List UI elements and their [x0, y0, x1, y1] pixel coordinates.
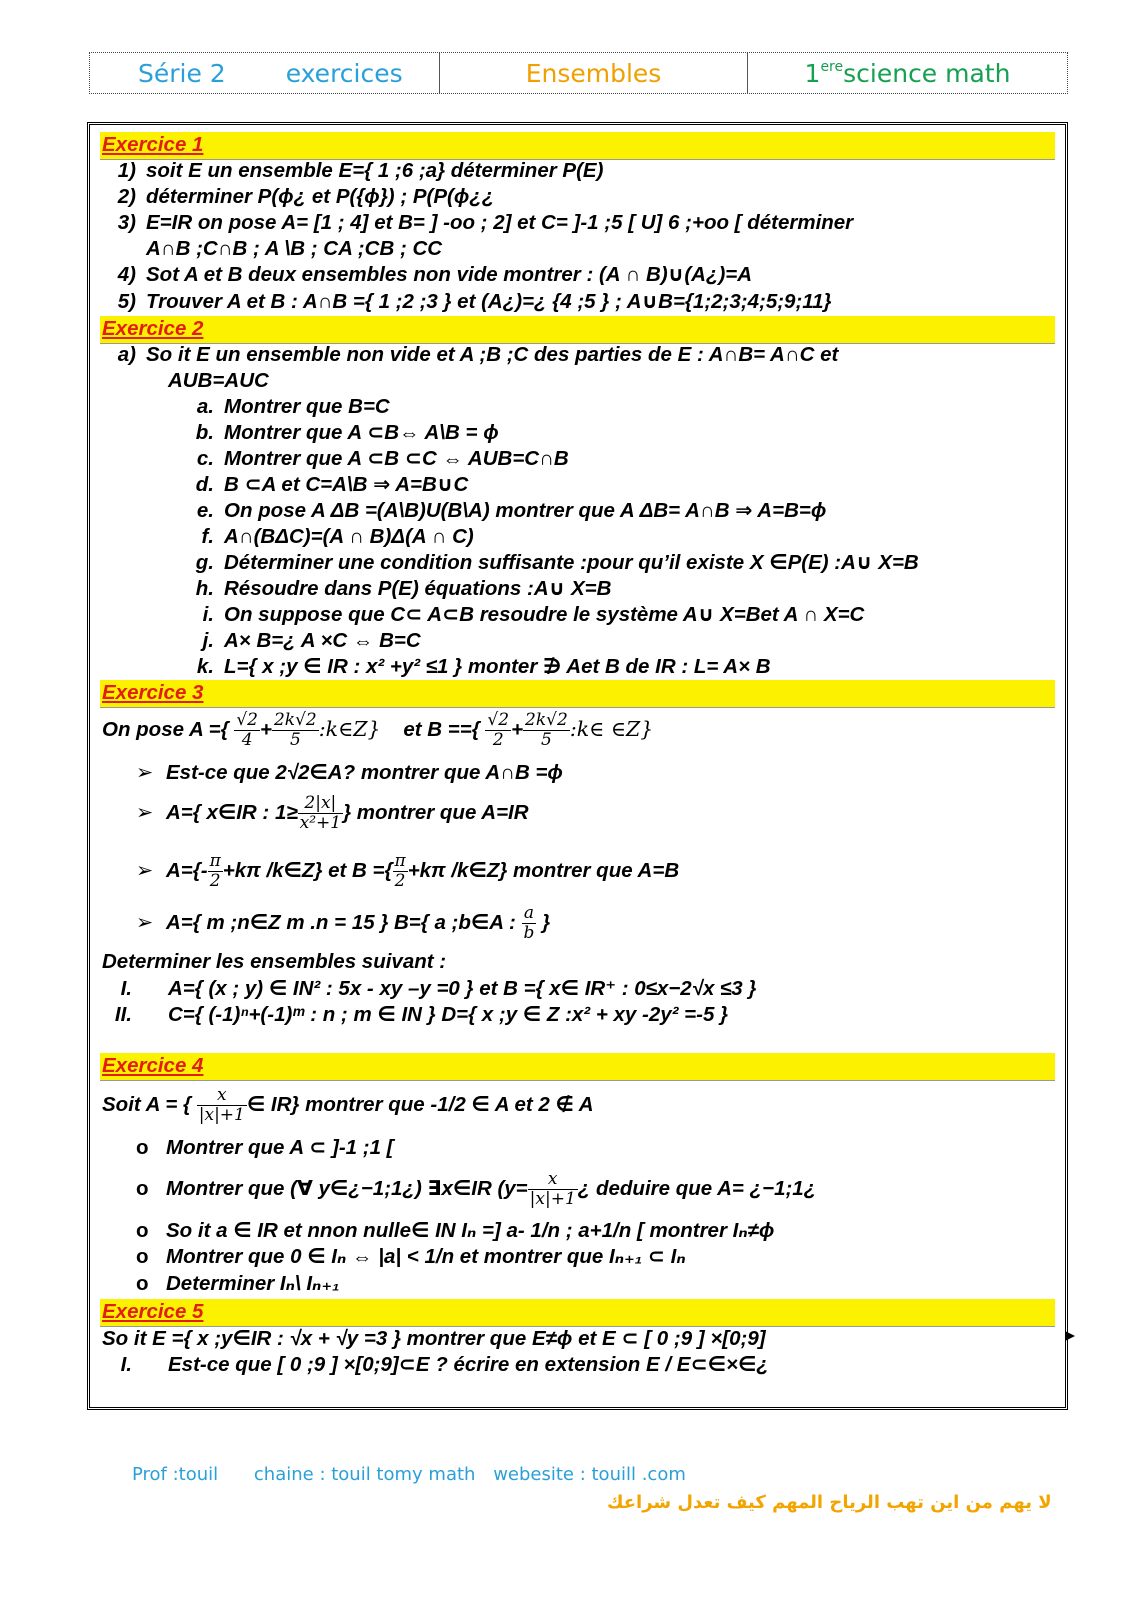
ex2-intro-text1: So it E un ensemble non vide et A ;B ;C des parties de E : A∩B= A∩C et — [146, 343, 839, 366]
ex3-row-1-label: I. — [120, 977, 132, 1000]
ex3-a-frac1-den: 4 — [241, 730, 253, 751]
ex2-label-g: g. — [195, 551, 214, 574]
ex4-bullet-2: o — [136, 1177, 149, 1200]
ex2-text-e: On pose A ΔB =(A\B)U(B\A) montrer que A ΔB= A∩B ⇒ A=B=ϕ — [224, 499, 827, 522]
ex1-num-2: 2) — [117, 185, 136, 208]
header-subject-cell — [440, 53, 748, 93]
ex1-text-3b: A∩B ;C∩B ; A \B ; CA ;CB ; CC — [146, 237, 443, 260]
ex3-et-b: et B =={ — [403, 718, 480, 741]
ex3-a-frac2-num: 2k√2 — [273, 710, 317, 731]
line-arrow-icon — [1065, 1331, 1075, 1341]
ex4-soit-den: |x|+1 — [198, 1105, 245, 1126]
ex4-o2-den: |x|+1 — [529, 1189, 576, 1210]
ex2-item-e — [192, 498, 1055, 524]
ex3-b-frac2-num: 2k√2 — [525, 710, 568, 731]
ex3-b-frac2 — [523, 711, 570, 750]
ex3-a-frac1 — [234, 711, 260, 750]
ex4-o-5 — [136, 1271, 1055, 1297]
ex1-text-3: E=IR on pose A= [1 ; 4] et B= ] -oo ; 2] et C= ]-1 ;5 [ U] 6 ;+oo [ déterminer — [146, 211, 854, 234]
ex2-label-e: e. — [196, 499, 214, 522]
ex4-o-1 — [136, 1135, 1055, 1161]
ex1-num-4: 4) — [117, 263, 136, 286]
ex3-b-tail: :k∈ ∈Z} — [569, 717, 654, 741]
ex3-b-frac2-den: 5 — [541, 730, 552, 751]
ex4-o-3-text: So it a ∈ IR et nnon nulle∈ IN Iₙ =] a- 1/n ; a+1/n [ montrer Iₙ≠ϕ — [166, 1219, 775, 1242]
ex3-a-frac2-den: 5 — [289, 730, 301, 751]
ex3-band — [100, 680, 1055, 708]
ex3-b3-frac2 — [393, 852, 408, 891]
ex3-determiner: Determiner les ensembles suivant : — [102, 950, 447, 973]
ex2-text-a: Montrer que B=C — [224, 395, 390, 418]
ex1-text-5: Trouver A et B : A∩B ={ 1 ;2 ;3 } et (A¿)=¿ {4 ;5 } ; A∪B={1;2;3;4;5;9;11} — [146, 290, 832, 313]
ex2-label-a: a. — [196, 395, 214, 418]
ex1-title: Exercice 1 — [102, 133, 204, 156]
header-level-sup: ere — [820, 59, 844, 75]
ex4-o-3 — [136, 1218, 1055, 1244]
ex5-line-2-text: Est-ce que [ 0 ;9 ] ×[0;9]⊂E ? écrire en extension E / E⊂∈×∈¿ — [168, 1353, 769, 1376]
ex3-bullet-3 — [136, 847, 1055, 895]
ex2-label-f: f. — [201, 525, 214, 548]
ex1-item-2 — [102, 184, 1055, 210]
ex5-title: Exercice 5 — [102, 1300, 204, 1323]
header-serie-cell — [90, 53, 440, 93]
ex2-label-i: i. — [202, 603, 214, 626]
ex2-label-j: j. — [202, 629, 214, 652]
footer-prof: Prof :touil — [132, 1464, 219, 1485]
ex3-bullet-3-c: +kπ /k∈Z} montrer que A=B — [407, 859, 680, 882]
header-table — [89, 52, 1068, 94]
ex2-intro-2: AUB=AUC — [168, 369, 269, 392]
ex4-o2-num: x — [528, 1170, 578, 1190]
ex3-b3-num2: π — [394, 851, 406, 872]
ex3-bullet-4-b: } — [542, 911, 551, 934]
ex2-label-b: b. — [195, 421, 214, 444]
ex4-soit-b: ∈ IR} montrer que -1/2 ∈ A et 2 ∉ A — [246, 1093, 594, 1116]
ex2-text-f: A∩(BΔC)=(A ∩ B)Δ(A ∩ C) — [224, 525, 474, 548]
ex3-row-2 — [102, 1002, 1055, 1028]
ex4-bullet-5: o — [136, 1272, 149, 1295]
ex3-b4-num: a — [522, 904, 537, 924]
ex3-b-frac1-den: 2 — [492, 730, 504, 751]
ex1-text-1: soit E un ensemble E={ 1 ;6 ;a} déterminer P(E) — [146, 159, 604, 182]
ex3-b2-num: 2|x| — [298, 794, 343, 814]
ex4-o-4-text: Montrer que 0 ∈ Iₙ ⇔ |a| < 1/n et montrer que Iₙ₊₁ ⊂ Iₙ — [166, 1245, 686, 1268]
ex4-o-4 — [136, 1244, 1055, 1270]
ex3-row-2-text: C={ (-1)ⁿ+(-1)ᵐ : n ; m ∈ IN } D={ x ;y ∈ Z :x² + xy -2y² =-5 } — [168, 1003, 729, 1026]
ex4-band — [100, 1053, 1055, 1081]
ex1-num-3: 3) — [117, 211, 136, 234]
ex4-o-2 — [136, 1165, 1055, 1213]
ex1-item-1 — [102, 158, 1055, 184]
ex2-item-j — [192, 628, 1055, 654]
ex3-a-tail: :k∈Z} — [318, 717, 381, 741]
ex3-bullet-2-a: A={ x∈IR : 1≥ — [166, 801, 298, 824]
ex2-band — [100, 316, 1055, 344]
header-exercices: exercices — [285, 58, 403, 88]
arrow-bullet-icon: ➢ — [136, 761, 154, 784]
ex4-o-2-a: Montrer que (∀ y∈¿−1;1¿) ∃x∈IR (y= — [166, 1177, 528, 1200]
ex3-a-frac2 — [272, 711, 319, 750]
ex2-item-a — [192, 394, 1055, 420]
ex1-num-1: 1) — [117, 159, 136, 182]
ex1-item-4 — [102, 262, 1055, 288]
ex4-soit-frac — [197, 1086, 247, 1125]
ex2-title: Exercice 2 — [102, 317, 204, 340]
ex3-row-1 — [102, 976, 1055, 1002]
ex3-bullet-1-text: Est-ce que 2√2∈A? montrer que A∩B =ϕ — [166, 761, 563, 784]
ex3-b4-den: b — [523, 923, 535, 944]
ex3-b3-den2: 2 — [394, 871, 406, 892]
ex1-band — [100, 132, 1055, 160]
ex4-bullet-3: o — [136, 1219, 149, 1242]
ex2-item-i — [192, 602, 1055, 628]
ex2-item-b — [192, 420, 1055, 446]
ex2-text-d: B ⊂A et C=A\B ⇒ A=B∪C — [224, 473, 469, 496]
ex2-label-d: d. — [195, 473, 214, 496]
ex2-text-h: Résoudre dans P(E) équations :A∪ X=B — [224, 577, 612, 600]
ex3-b4-frac — [522, 904, 537, 943]
ex3-title: Exercice 3 — [102, 681, 204, 704]
exercise-frame — [87, 122, 1068, 1410]
ex2-item-h — [192, 576, 1055, 602]
ex1-item-3 — [102, 210, 1055, 236]
ex3-on-pose-a: On pose A ={ — [102, 718, 229, 741]
ex3-b2-den: x²+1 — [299, 813, 342, 834]
ex4-o-5-text: Determiner Iₙ\ Iₙ₊₁ — [166, 1272, 340, 1295]
ex3-definition: On pose A ={ $\frac{√2}{4}$ + $\frac{2k√2}{5}$ :k∈Z} et B =={ $\frac{√2}{2}$ + $\frac{2k√2}{5}$ :k∈ ∈Z} — [102, 710, 654, 751]
header-serie: Série 2 — [138, 58, 226, 88]
ex1-num-5: 5) — [117, 290, 136, 313]
ex2-text-j: A× B=¿ A ×C ⇔ B=C — [224, 629, 421, 652]
ex2-intro-label: a) — [117, 343, 136, 366]
ex2-intro — [102, 342, 1055, 368]
ex3-b3-num1: π — [209, 851, 221, 872]
ex4-soit-a: Soit A = { — [102, 1093, 192, 1116]
header-subject: Ensembles — [525, 58, 662, 88]
ex3-bullet-2-b: } montrer que A=IR — [343, 801, 529, 824]
ex4-bullet-1: o — [136, 1136, 149, 1159]
ex2-label-k: k. — [196, 655, 214, 678]
ex2-item-f — [192, 524, 1055, 550]
ex2-item-k — [192, 654, 1055, 680]
footer-chaine: chaine : touil tomy math — [253, 1464, 476, 1485]
arrow-bullet-icon: ➢ — [136, 801, 154, 824]
ex1-item-3b — [102, 236, 1055, 262]
ex3-row-1-text: A={ (x ; y) ∈ IN² : 5x - xy –y =0 } et B ={ x∈ IR⁺ : 0≤x−2√x ≤3 } — [168, 977, 757, 1000]
ex4-o-1-text: Montrer que A ⊂ ]-1 ;1 [ — [166, 1136, 394, 1159]
ex5-band — [100, 1299, 1055, 1327]
header-level-cell — [748, 53, 1067, 93]
ex2-item-c — [192, 446, 1055, 472]
footer — [132, 1464, 686, 1485]
ex2-item-g — [192, 550, 1055, 576]
ex3-bullet-2 — [136, 789, 1055, 837]
ex2-text-i: On suppose que C⊂ A⊂B resoudre le système A∪ X=Bet A ∩ X=C — [224, 603, 865, 626]
footer-arabic-quote: لا يهم من اين تهب الرياح المهم كيف تعدل شراعك — [607, 1492, 1052, 1513]
ex2-label-h: h. — [195, 577, 214, 600]
ex5-line-2-label: I. — [120, 1353, 132, 1376]
ex2-text-g: Déterminer une condition suffisante :pour qu’il existe X ∈P(E) :A∪ X=B — [224, 551, 919, 574]
ex3-b2-frac — [298, 794, 343, 833]
ex4-soit — [102, 1081, 1055, 1129]
ex2-label-c: c. — [196, 447, 214, 470]
ex3-b3-den1: 2 — [209, 871, 221, 892]
ex3-b3-frac1 — [208, 852, 223, 891]
ex3-bullet-3-a: A={- — [166, 859, 208, 882]
ex1-text-2: déterminer P(ϕ¿ et P({ϕ}) ; P(P(ϕ¿¿ — [146, 185, 495, 208]
ex3-bullet-4 — [136, 900, 1055, 946]
ex5-line-1: So it E ={ x ;y∈IR : √x + √y =3 } montrer que E≠ϕ et E ⊂ [ 0 ;9 ] ×[0;9] — [102, 1327, 766, 1350]
ex4-bullet-4: o — [136, 1245, 149, 1268]
ex2-text-k: L={ x ;y ∈ IR : x² +y² ≤1 } monter ∌ Aet B de IR : L= A× B — [224, 655, 771, 678]
ex4-soit-num: x — [197, 1086, 247, 1106]
ex4-o-2-b: ¿ deduire que A= ¿−1;1¿ — [577, 1177, 817, 1200]
ex2-item-d — [192, 472, 1055, 498]
ex5-line-2 — [102, 1352, 1055, 1378]
ex3-b-frac1 — [485, 711, 511, 750]
ex3-a-frac1-num: √2 — [236, 710, 258, 731]
ex1-text-4: Sot A et B deux ensembles non vide montrer : (A ∩ B)∪(A¿)=A — [146, 263, 753, 286]
header-level-rest: science math — [843, 58, 1011, 88]
ex2-text-c: Montrer que A ⊂B ⊂C ⇔ AUB=C∩B — [224, 447, 569, 470]
ex3-bullet-4-a: A={ m ;n∈Z m .n = 15 } B={ a ;b∈A : — [166, 911, 516, 934]
ex3-bullet-3-b: +kπ /k∈Z} et B ={ — [222, 859, 393, 882]
arrow-bullet-icon: ➢ — [136, 859, 154, 882]
ex4-o2-frac — [528, 1170, 578, 1209]
ex2-text-b: Montrer que A ⊂B⇔ A\B = ϕ — [224, 421, 499, 444]
arrow-bullet-icon: ➢ — [136, 911, 154, 934]
ex4-title: Exercice 4 — [102, 1054, 204, 1077]
ex3-b-frac1-num: √2 — [487, 710, 510, 731]
footer-site: webesite : touill .com — [493, 1464, 686, 1485]
ex3-bullet-1 — [136, 760, 1055, 786]
header-level-num: 1 — [804, 58, 821, 88]
ex3-row-2-label: II. — [114, 1003, 132, 1026]
ex1-item-5 — [102, 289, 1055, 315]
